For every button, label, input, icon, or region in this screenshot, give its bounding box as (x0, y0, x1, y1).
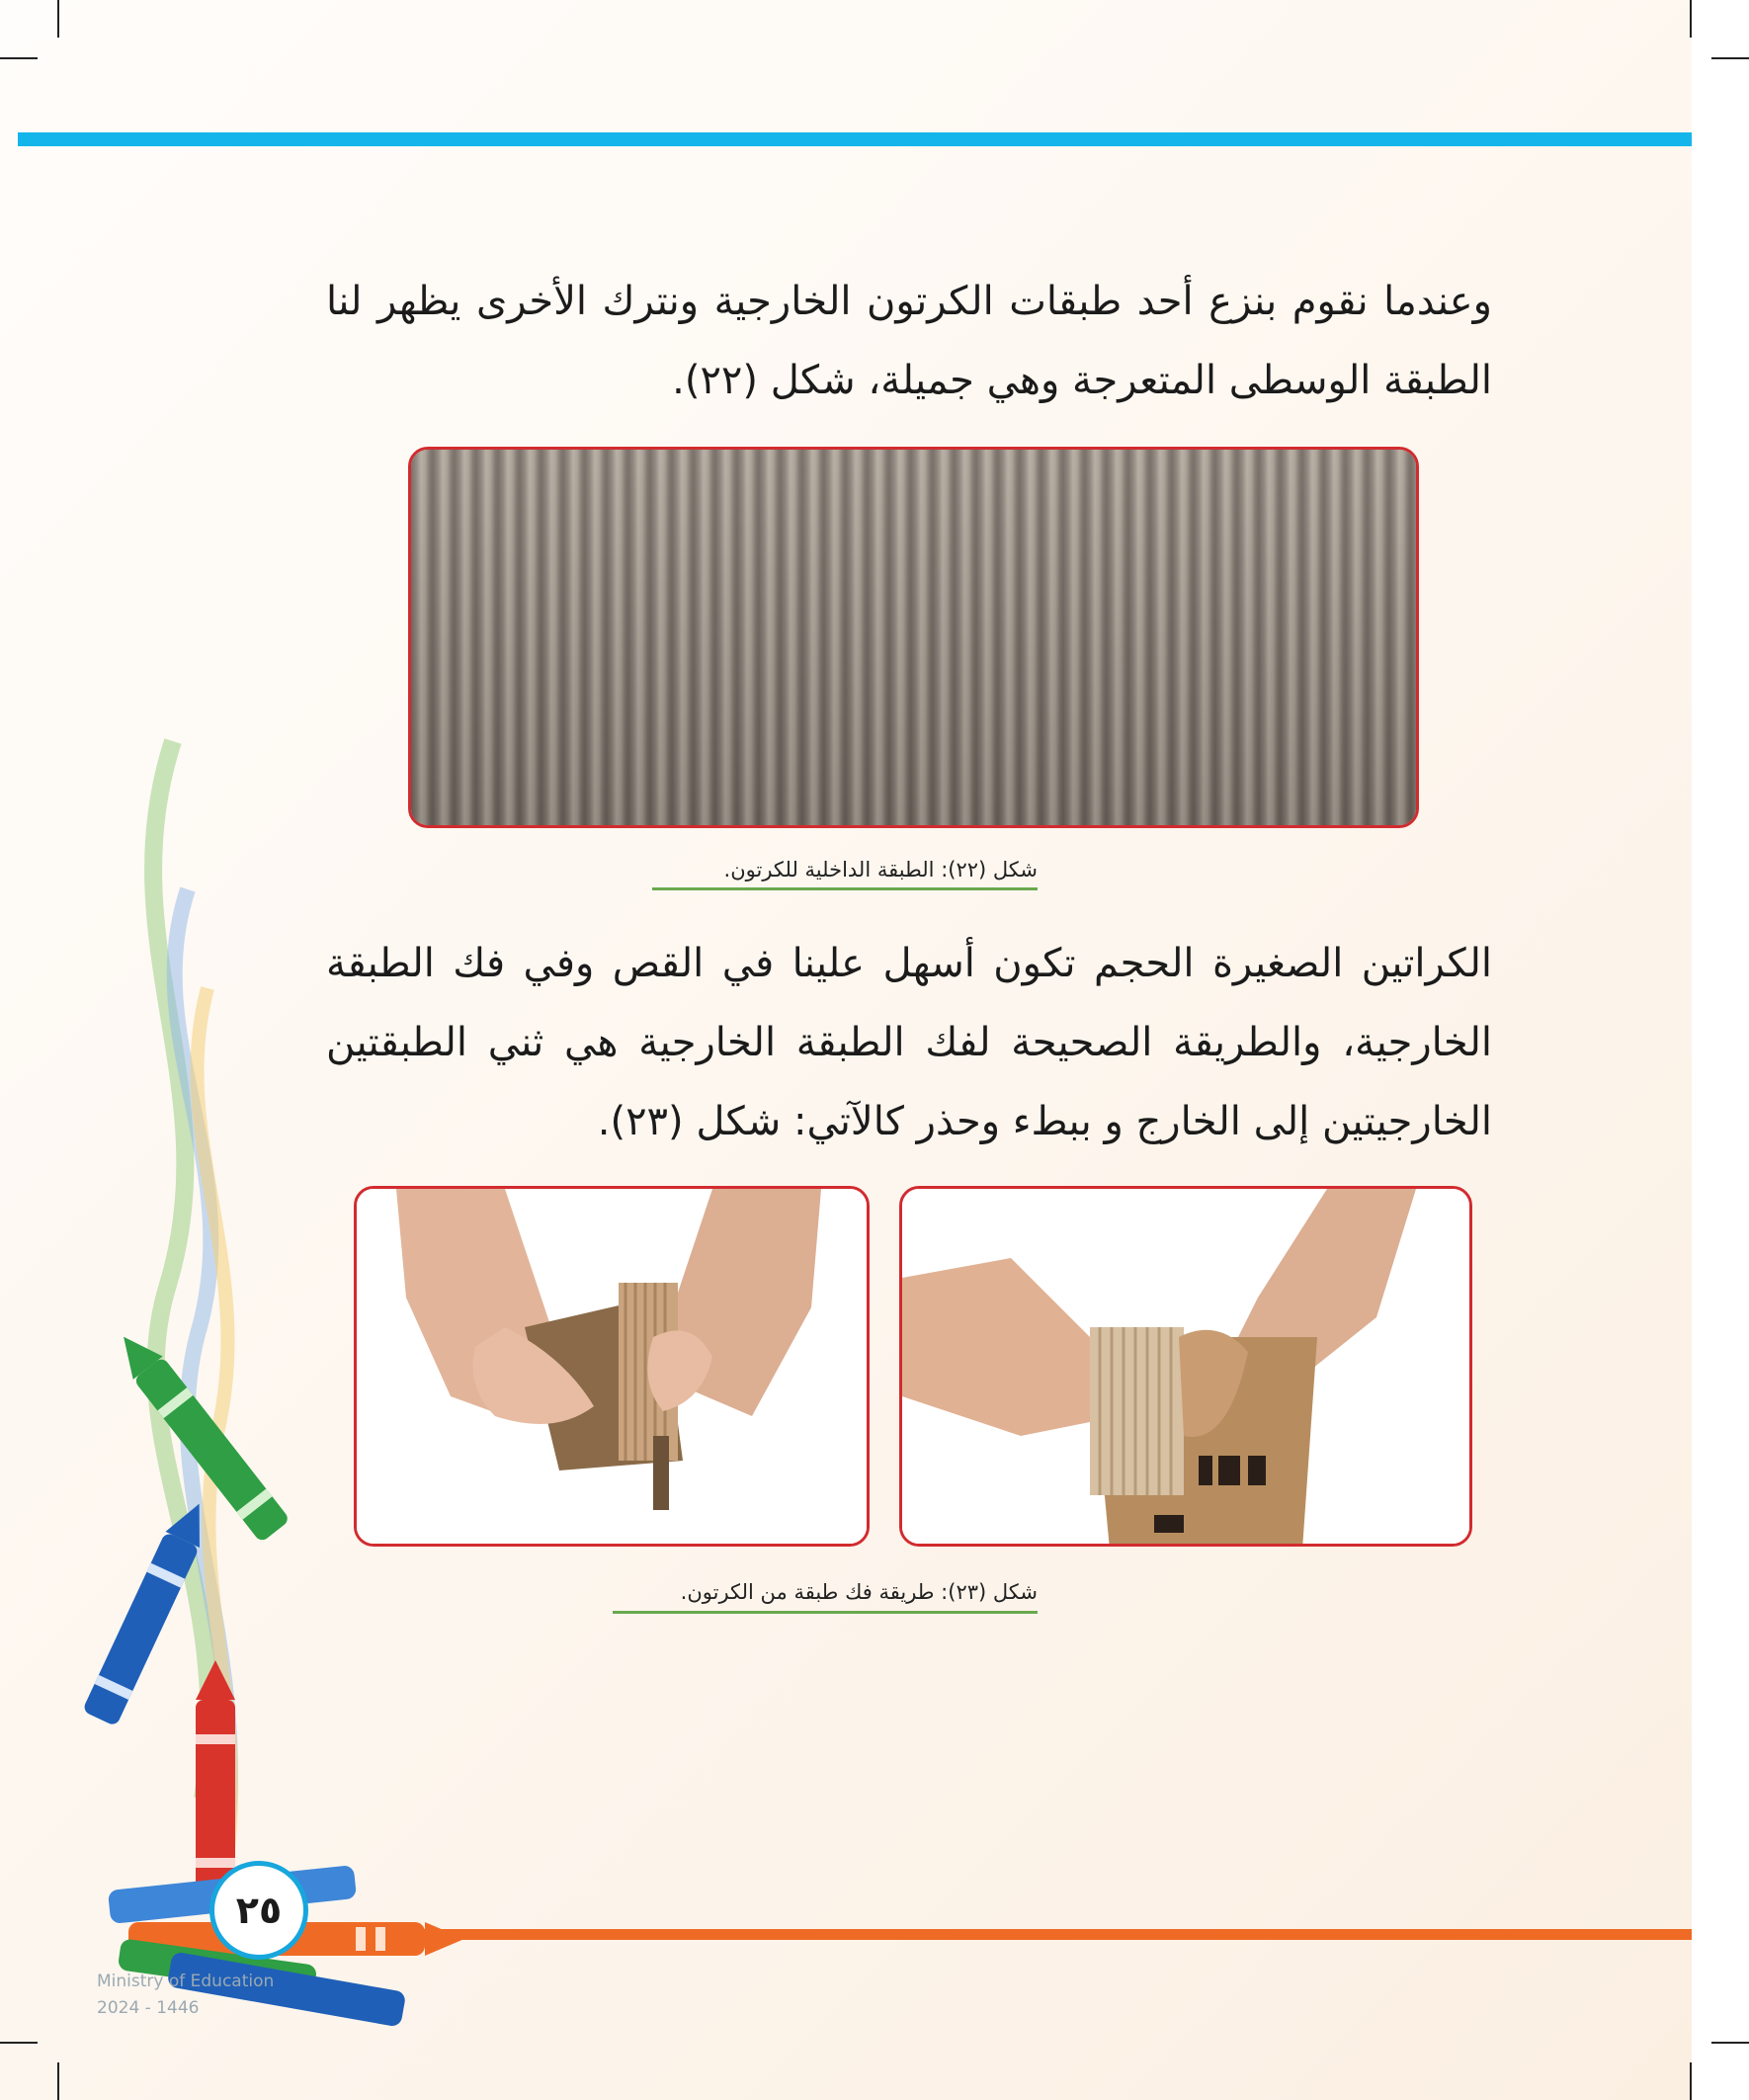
corrugated-shade (411, 450, 1416, 825)
hands-peeling-illustration-right (902, 1189, 1472, 1547)
caption-figure-22: شكل (٢٢): الطبقة الداخلية للكرتون. (723, 858, 1038, 882)
page-number-badge: ٢٥ (209, 1861, 308, 1960)
paragraph-intro: وعندما نقوم بنزع أحد طبقات الكرتون الخارجية ونترك الأخرى يظهر لنا الطبقة الوسطى المتعرجة وهي جميلة، شكل (٢٢). (326, 279, 1492, 403)
figure-22-corrugated-layer (408, 447, 1419, 828)
ministry-label: Ministry of Education (97, 1972, 275, 1991)
caption-underline-23 (613, 1611, 1038, 1614)
paragraph-small-boxes: الكراتين الصغيرة الحجم تكون أسهل علينا في القص وفي فك الطبقة الخارجية، والطريقة الصحيحة لفك الطبقة الخارجية هي ثني الطبقتين الخارجيتين إلى الخارج و ببطء وحذر كالآتي: شكل (٢٣). (326, 941, 1492, 1144)
red-crayon (196, 1660, 235, 1897)
corrugated-edge-right (1090, 1327, 1184, 1495)
figure-23-photo-right (899, 1186, 1472, 1547)
crop-mark-top-right-h (1711, 57, 1749, 59)
crayons-decoration (0, 0, 464, 2100)
crop-mark-bottom-right-h (1711, 2042, 1749, 2044)
year-label: 2024 - 1446 (97, 1998, 200, 2018)
crop-mark-top-right-v (1690, 0, 1692, 38)
crop-mark-bottom-right-v (1690, 2062, 1692, 2100)
caption-figure-23: شكل (٢٣): طريقة فك طبقة من الكرتون. (680, 1580, 1038, 1604)
bottom-orange-rule (415, 1929, 1692, 1940)
caption-underline-22 (652, 887, 1038, 890)
